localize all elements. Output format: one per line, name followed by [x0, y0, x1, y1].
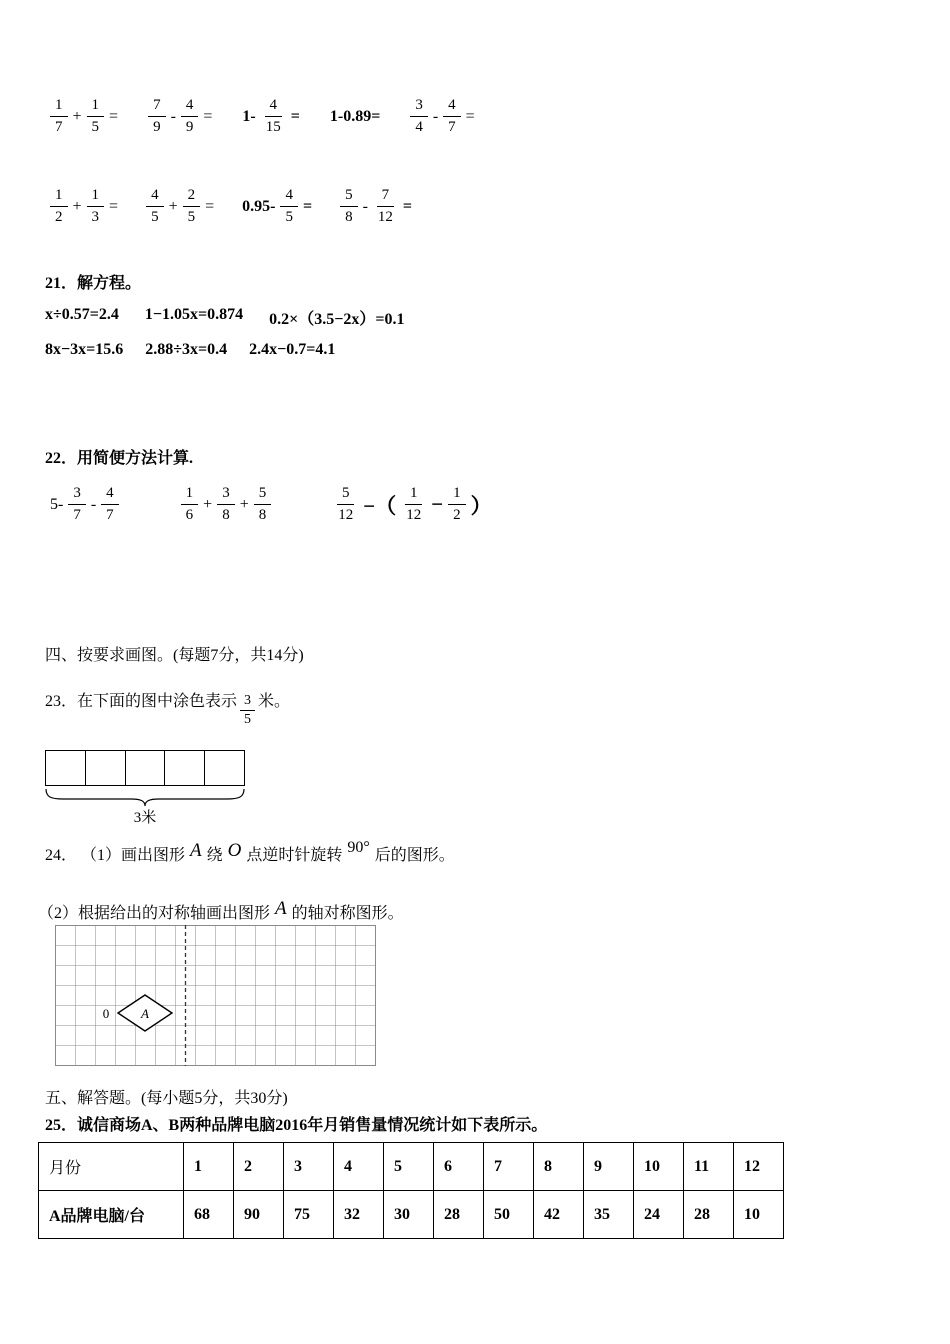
fraction-denominator: 8 — [258, 507, 267, 523]
q24-part2-text — [38, 900, 404, 924]
expression — [410, 98, 474, 135]
month-cell: 5 — [384, 1143, 434, 1191]
sales-cell: 42 — [534, 1191, 584, 1239]
fraction-denominator: 12 — [377, 209, 393, 225]
fraction-numerator: 7 — [377, 188, 395, 207]
fraction-denominator: 7 — [448, 119, 456, 135]
fraction — [181, 486, 199, 523]
underbrace — [45, 788, 245, 808]
fraction-denominator: 2 — [55, 209, 63, 225]
expression — [50, 188, 118, 225]
math-token: - — [362, 197, 368, 215]
fraction-denominator: 8 — [345, 209, 353, 225]
fraction-denominator: 6 — [185, 507, 194, 523]
q22-title: 22．用简便方法计算. — [45, 450, 194, 467]
q21-title: 21．解方程。 — [45, 275, 142, 292]
fraction-exercises-row-1 — [50, 98, 475, 135]
fraction-numerator: 7 — [148, 98, 166, 117]
math-token: + — [168, 197, 178, 215]
fraction — [280, 188, 298, 225]
fraction-numerator: 5 — [337, 486, 355, 505]
math-var-A: A — [190, 840, 202, 861]
fraction — [448, 486, 466, 523]
fraction — [50, 188, 68, 225]
fraction-numerator: 1 — [405, 486, 423, 505]
fraction-numerator: 4 — [181, 98, 199, 117]
fraction-numerator: 5 — [254, 486, 272, 505]
equation: 8x−3x=15.6 — [45, 341, 124, 358]
bar-cell[interactable] — [205, 751, 244, 785]
q22-expressions — [50, 486, 492, 523]
fraction-denominator: 3 — [91, 209, 100, 225]
fraction-denominator: 5 — [91, 119, 100, 135]
q23-text — [45, 688, 290, 733]
fraction — [181, 98, 199, 135]
equation: 2.4x−0.7=4.1 — [249, 341, 336, 358]
fraction — [146, 188, 164, 225]
fraction-exercises-row-2 — [50, 188, 412, 225]
grid-background — [56, 926, 376, 1066]
math-token: - — [170, 107, 176, 125]
fraction-denominator: 4 — [415, 119, 423, 135]
sales-cell: 50 — [484, 1191, 534, 1239]
math-token: + — [203, 495, 213, 513]
math-token: = — [203, 107, 213, 125]
rotation-point-O-label: 0 — [102, 1006, 110, 1021]
month-cell: 7 — [484, 1143, 534, 1191]
rotation-angle: 90° — [347, 839, 370, 856]
fraction — [148, 98, 166, 135]
fraction — [101, 486, 119, 523]
q23-text-post: 米。 — [258, 693, 291, 710]
q21-equations-line1 — [45, 306, 405, 329]
fraction-denominator: 7 — [73, 507, 81, 523]
fraction-numerator: 3 — [240, 694, 255, 711]
sales-cell: 68 — [184, 1191, 234, 1239]
fraction-numerator: 3 — [68, 486, 86, 505]
month-cell: 4 — [334, 1143, 384, 1191]
q25-title: 25．诚信商场A、B两种品牌电脑2016年月销售量情况统计如下表所示。 — [45, 1117, 548, 1134]
fraction-numerator: 1 — [448, 486, 466, 505]
month-cell: 3 — [284, 1143, 334, 1191]
fraction-denominator: 5 — [151, 209, 159, 225]
sales-cell: 10 — [734, 1191, 784, 1239]
q24-text: 绕 — [206, 847, 223, 864]
expression — [148, 98, 212, 135]
section-4-title: 四、按要求画图。(每题7分，共14分) — [45, 647, 304, 664]
fraction — [373, 188, 398, 225]
fraction-denominator: 7 — [106, 507, 114, 523]
fraction-denominator: 5 — [187, 209, 196, 225]
fraction-numerator: 2 — [183, 188, 201, 207]
fraction-denominator: 5 — [285, 209, 293, 225]
math-token: + — [72, 107, 82, 125]
expression — [50, 98, 118, 135]
q21-equations-line2 — [45, 341, 335, 359]
bar-cell[interactable] — [46, 751, 86, 785]
fraction-denominator: 9 — [153, 119, 161, 135]
q23-text-pre: 23．在下面的图中涂色表示 — [45, 693, 238, 710]
fraction-numerator: 4 — [265, 98, 283, 117]
sales-cell: 30 — [384, 1191, 434, 1239]
math-token: = — [109, 197, 119, 215]
fraction-denominator: 15 — [265, 119, 281, 135]
math-token: + — [72, 197, 82, 215]
shape-A-label: A — [141, 1006, 149, 1021]
fraction-denominator: 7 — [55, 119, 63, 135]
fraction — [87, 98, 105, 135]
bar-cell[interactable] — [126, 751, 166, 785]
table-header-month: 月份 — [39, 1143, 184, 1191]
fraction — [240, 694, 255, 727]
sales-cell: 24 — [634, 1191, 684, 1239]
fraction-denominator: 12 — [406, 507, 422, 523]
math-token: −（ — [363, 493, 397, 518]
month-cell: 10 — [634, 1143, 684, 1191]
fraction — [340, 188, 358, 225]
fraction — [410, 98, 428, 135]
fraction-denominator: 2 — [453, 507, 461, 523]
math-token: = — [109, 107, 119, 125]
math-token: − — [431, 492, 444, 516]
math-token: = — [402, 197, 413, 215]
fraction — [261, 98, 286, 135]
fraction-numerator: 1 — [87, 188, 105, 207]
fraction-denominator: 5 — [244, 712, 252, 727]
expression — [146, 188, 214, 225]
math-token: - — [432, 107, 439, 125]
equation: 2.88÷3x=0.4 — [145, 341, 228, 358]
fraction-numerator: 5 — [340, 188, 358, 207]
expression — [333, 486, 491, 523]
fraction-numerator: 3 — [410, 98, 428, 117]
table-row-label: A品牌电脑/台 — [39, 1191, 184, 1239]
fraction-denominator: 9 — [185, 119, 194, 135]
fraction — [50, 98, 68, 135]
expression — [330, 108, 380, 126]
math-token: = — [465, 107, 475, 125]
sales-cell: 32 — [334, 1191, 384, 1239]
math-token: 5- — [50, 495, 64, 513]
equation: 0.2×（3.5−2x）=0.1 — [269, 311, 405, 328]
expression — [242, 98, 299, 135]
math-var-A: A — [275, 898, 287, 919]
fraction — [217, 486, 235, 523]
month-cell: 8 — [534, 1143, 584, 1191]
math-token: + — [239, 495, 249, 513]
fraction-numerator: 1 — [50, 188, 68, 207]
q24-text: 后的图形。 — [374, 847, 455, 864]
fraction-denominator: 12 — [338, 507, 354, 523]
q24-part1-text — [45, 839, 455, 866]
equation: 1−1.05x=0.874 — [144, 306, 244, 323]
math-var-O: O — [227, 840, 242, 861]
math-token: 1-0.89= — [329, 107, 381, 125]
math-token: 0.95- — [242, 197, 276, 215]
q24-text: 点逆时针旋转 — [246, 847, 343, 864]
month-cell: 9 — [584, 1143, 634, 1191]
month-cell: 12 — [734, 1143, 784, 1191]
fraction — [68, 486, 86, 523]
expression — [340, 188, 412, 225]
sales-cell: 28 — [684, 1191, 734, 1239]
fraction-numerator: 1 — [50, 98, 68, 117]
sales-cell: 28 — [434, 1191, 484, 1239]
q24-text: 24． （1）画出图形 — [45, 847, 186, 864]
fraction-numerator: 4 — [146, 188, 164, 207]
section-5-title: 五、解答题。(每小题5分，共30分) — [45, 1090, 288, 1107]
bar-cell[interactable] — [86, 751, 126, 785]
q23-bar-length-label: 3米 — [133, 810, 157, 826]
sales-table — [38, 1142, 784, 1239]
fraction-denominator: 8 — [222, 507, 230, 523]
sales-cell: 35 — [584, 1191, 634, 1239]
fraction — [183, 188, 201, 225]
fraction — [333, 486, 358, 523]
sales-cell: 75 — [284, 1191, 334, 1239]
fraction — [87, 188, 105, 225]
q24-text: 的轴对称图形。 — [291, 905, 404, 922]
bar-cell[interactable] — [165, 751, 205, 785]
math-token: = — [205, 197, 215, 215]
math-token: = — [302, 197, 313, 215]
fraction — [443, 98, 461, 135]
expression — [50, 486, 119, 523]
expression — [181, 486, 272, 523]
fraction-numerator: 1 — [181, 486, 199, 505]
expression — [242, 188, 312, 225]
month-cell: 11 — [684, 1143, 734, 1191]
table-row-months — [39, 1143, 784, 1191]
math-token: = — [290, 107, 300, 125]
drawing-grid[interactable] — [55, 925, 377, 1067]
month-cell: 1 — [184, 1143, 234, 1191]
fraction — [254, 486, 272, 523]
math-token: ） — [470, 493, 492, 518]
fraction-numerator: 4 — [443, 98, 461, 117]
fraction-numerator: 4 — [101, 486, 119, 505]
math-token: - — [90, 495, 97, 513]
fraction-numerator: 4 — [280, 188, 298, 207]
fraction-numerator: 1 — [87, 98, 105, 117]
table-row-brand-a — [39, 1191, 784, 1239]
math-token: 1- — [242, 107, 256, 125]
q23-shading-bar[interactable] — [45, 750, 245, 786]
fraction — [401, 486, 426, 523]
month-cell: 6 — [434, 1143, 484, 1191]
q24-text: （2）根据给出的对称轴画出图形 — [38, 905, 271, 922]
sales-cell: 90 — [234, 1191, 284, 1239]
fraction-numerator: 3 — [217, 486, 235, 505]
equation: x÷0.57=2.4 — [45, 306, 119, 323]
month-cell: 2 — [234, 1143, 284, 1191]
